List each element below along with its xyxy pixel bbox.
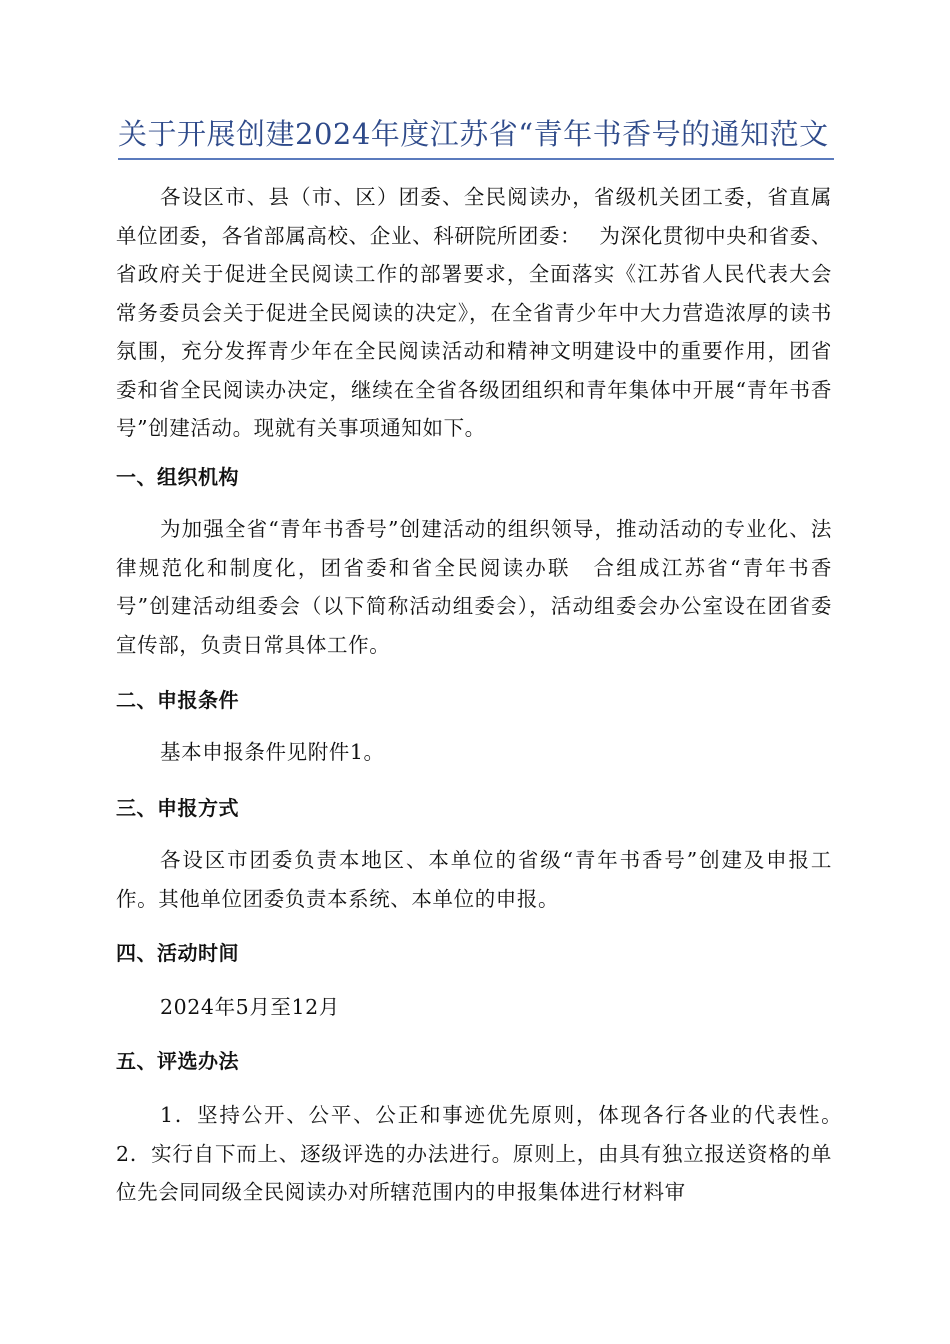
document-title: 关于开展创建2024年度江苏省“青年书香号的通知范文 (118, 112, 834, 160)
section-heading-time: 四、活动时间 (116, 941, 239, 965)
intro-paragraph: 各设区市、县（市、区）团委、全民阅读办，省级机关团工委，省直属单位团委，各省部属高校、企业、科研院所团委： 为深化贯彻中央和省委、省政府关于促进全民阅读工作的部署要求，全面落实《江苏省人民代表大会常务委员会关于促进全民阅读的决定》，在全省青少年中大力营造浓厚的读书氛围，充分发挥青少年在全民阅读活动和精神文明建设中的重要作用，团省委和省全民阅读办决定，继续在全省各级团组织和青年集体中开展“青年书香号”创建活动。现就有关事项通知如下。 (116, 185, 832, 440)
section-heading-organization: 一、组织机构 (116, 465, 239, 489)
section-text-organization: 为加强全省“青年书香号”创建活动的组织领导，推动活动的专业化、法律规范化和制度化，团省委和省全民阅读办联 合组成江苏省“青年书香号”创建活动组委会（以下简称活动组委会），活动组委会办公室设在团省委宣传部，负责日常具体工作。 (116, 517, 832, 657)
section-heading-conditions: 二、申报条件 (116, 688, 239, 712)
section-heading-method: 三、申报方式 (116, 796, 239, 820)
section-text-time: 2024年5月至12月 (160, 995, 340, 1019)
section-text-method: 各设区市团委负责本地区、本单位的省级“青年书香号”创建及申报工作。其他单位团委负责本系统、本单位的申报。 (116, 848, 832, 911)
section-text-conditions: 基本申报条件见附件1。 (160, 740, 385, 764)
section-text-selection: 1．坚持公开、公平、公正和事迹优先原则，体现各行各业的代表性。 2．实行自下而上、逐级评选的办法进行。原则上，由具有独立报送资格的单位先会同同级全民阅读办对所辖范围内的申报集体进行材料审 (116, 1103, 854, 1204)
section-heading-selection: 五、评选办法 (116, 1049, 239, 1073)
